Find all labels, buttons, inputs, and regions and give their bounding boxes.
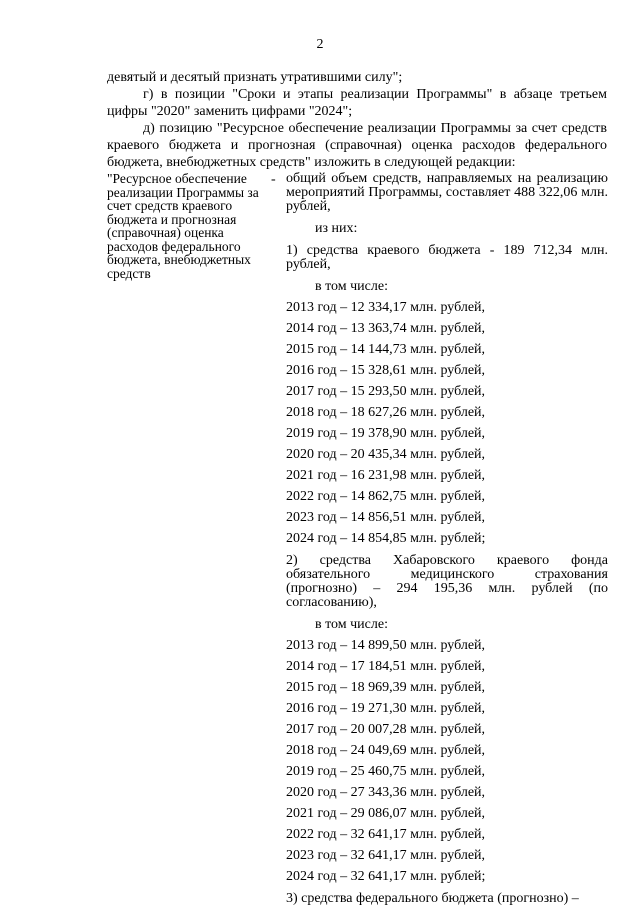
year-amount-line: 2016 год – 15 328,61 млн. рублей, [286, 363, 486, 378]
intro-line-1: девятый и десятый признать утратившими силу"; [107, 70, 403, 85]
year-amount-line: 2014 год – 17 184,51 млн. рублей, [286, 659, 486, 674]
year-amount-line: 2023 год – 14 856,51 млн. рублей, [286, 510, 486, 525]
year-amount-line: 2018 год – 24 049,69 млн. рублей, [286, 743, 486, 758]
year-amount-line: 2014 год – 13 363,74 млн. рублей, [286, 321, 486, 336]
federal-budget-item: 3) средства федерального бюджета (прогнозно) – [286, 891, 579, 906]
year-amount-line: 2015 год – 18 969,39 млн. рублей, [286, 680, 486, 695]
of-them-label: из них: [315, 221, 358, 236]
page-number: 2 [316, 37, 324, 52]
regional-budget-item: 1) средства краевого бюджета - 189 712,34 млн. рублей, [286, 243, 608, 272]
intro-text [107, 69, 607, 171]
year-amount-line: 2021 год – 29 086,07 млн. рублей, [286, 806, 486, 821]
year-amount-line: 2015 год – 14 144,73 млн. рублей, [286, 342, 486, 357]
position-label: "Ресурсное обеспечение реализации Программы за счет средств краевого бюджета и прогнозная (справочная) оценка расходов федерального бюджета, внебюджетных средств [107, 171, 259, 281]
paragraph-g: г) в позиции "Сроки и этапы реализации Программы" в абзаце третьем цифры "2020" заменить цифрами "2024"; [107, 87, 607, 119]
year-amount-line: 2013 год – 12 334,17 млн. рублей, [286, 300, 486, 315]
regional-budget-years [286, 301, 608, 546]
year-amount-line: 2013 год – 14 899,50 млн. рублей, [286, 638, 486, 653]
year-amount-line: 2022 год – 14 862,75 млн. рублей, [286, 489, 486, 504]
year-amount-line: 2023 год – 32 641,17 млн. рублей, [286, 848, 486, 863]
including-label-2: в том числе: [315, 617, 388, 632]
oms-fund-item: 2) средства Хабаровского краевого фонда обязательного медицинского страхования (прогнозно) – 294 195,36 млн. рублей (по согласованию), [286, 553, 608, 610]
year-amount-line: 2017 год – 20 007,28 млн. рублей, [286, 722, 486, 737]
year-amount-line: 2019 год – 19 378,90 млн. рублей, [286, 426, 486, 441]
year-amount-line: 2024 год – 14 854,85 млн. рублей; [286, 531, 486, 546]
year-amount-line: 2022 год – 32 641,17 млн. рублей, [286, 827, 486, 842]
year-amount-line: 2016 год – 19 271,30 млн. рублей, [286, 701, 486, 716]
separator-dash: - [271, 172, 276, 187]
year-amount-line: 2020 год – 27 343,36 млн. рублей, [286, 785, 486, 800]
year-amount-line: 2017 год – 15 293,50 млн. рублей, [286, 384, 486, 399]
year-amount-line: 2021 год – 16 231,98 млн. рублей, [286, 468, 486, 483]
paragraph-d: д) позицию "Ресурсное обеспечение реализации Программы за счет средств краевого бюджета и прогнозная (справочная) оценка расходов федерального бюджета, внебюджетных средств" изложить в следующей редакции: [107, 121, 607, 170]
position-content [286, 172, 608, 906]
year-amount-line: 2019 год – 25 460,75 млн. рублей, [286, 764, 486, 779]
total-amount: общий объем средств, направляемых на реализацию мероприятий Программы, составляет 488 322,06 млн. рублей, [286, 171, 608, 214]
including-label-1: в том числе: [315, 279, 388, 294]
year-amount-line: 2024 год – 32 641,17 млн. рублей; [286, 869, 486, 884]
oms-fund-years [286, 639, 608, 884]
year-amount-line: 2018 год – 18 627,26 млн. рублей, [286, 405, 486, 420]
year-amount-line: 2020 год – 20 435,34 млн. рублей, [286, 447, 486, 462]
